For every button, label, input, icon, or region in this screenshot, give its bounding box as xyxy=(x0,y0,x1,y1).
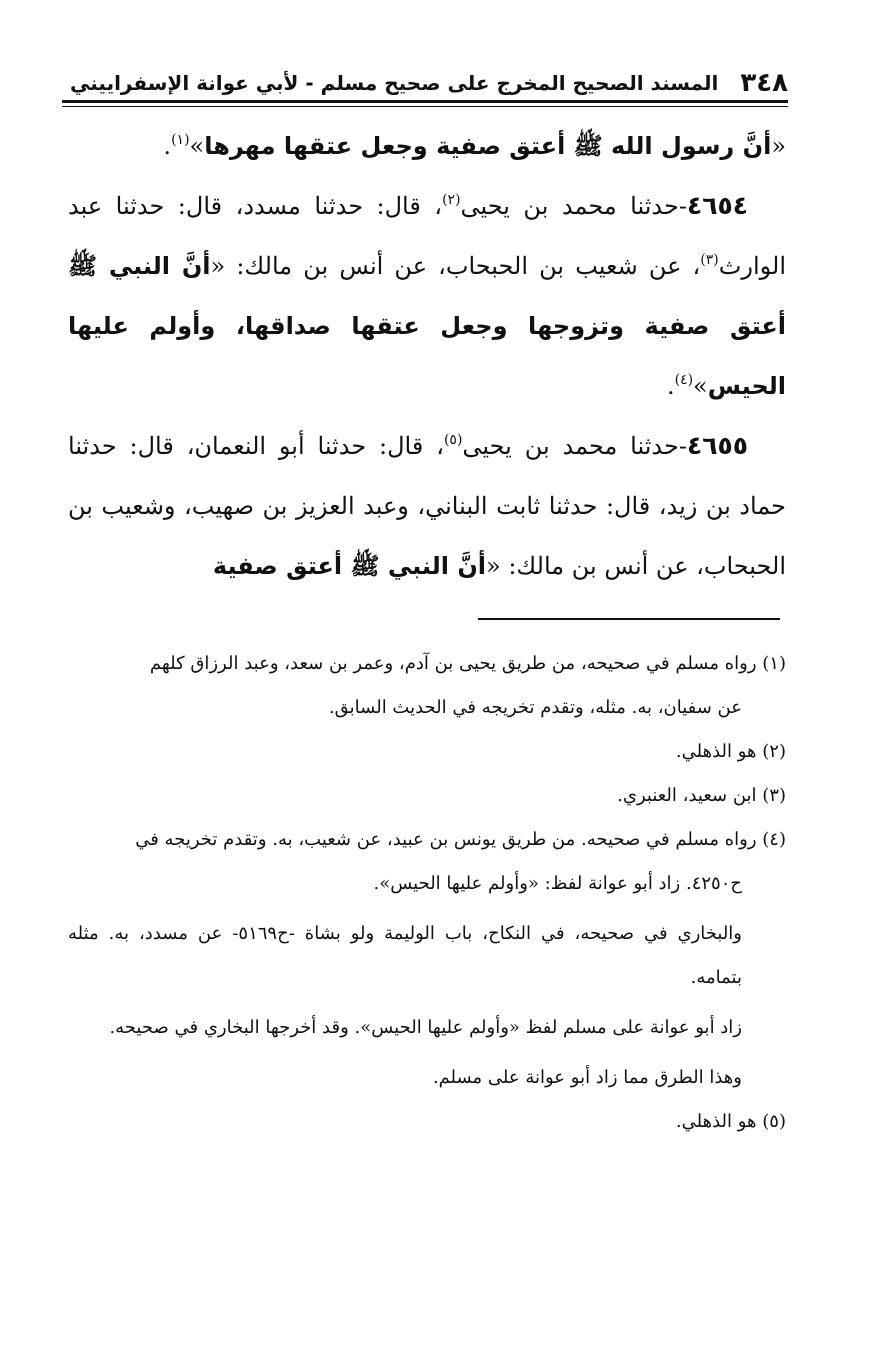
main-text xyxy=(68,116,786,596)
isnad-text: حدثنا محمد بن يحيى xyxy=(462,432,679,460)
footnote-number: (١) xyxy=(762,653,786,674)
footnote-separator xyxy=(478,618,780,620)
dash: - xyxy=(678,192,687,220)
footnote-1 xyxy=(68,642,786,730)
isnad-text: حدثنا محمد بن يحيى xyxy=(460,192,679,220)
footnote-text: رواه مسلم في صحيحه، من طريق يحيى بن آدم، وعمر بن سعد، وعبد الرزاق كلهم xyxy=(149,653,757,674)
footnote-text: والبخاري في صحيحه، في النكاح، باب الوليمة ولو بشاة -ح٥١٦٩- عن مسدد، به. مثله بتمامه. xyxy=(68,923,743,988)
quote-close: » xyxy=(693,372,708,400)
header-rule-thick xyxy=(62,100,788,103)
footnote-2 xyxy=(68,730,786,774)
footnote-5 xyxy=(68,1100,786,1144)
footnote-text: عن سفيان، به. مثله، وتقدم تخريجه في الحديث السابق. xyxy=(328,697,742,718)
hadith-number: ٤٦٥٥ xyxy=(686,431,749,460)
footnote-ref-3[interactable]: (٣) xyxy=(700,252,719,268)
hadith-number: ٤٦٥٤ xyxy=(686,191,748,220)
hadith-4655 xyxy=(68,416,786,596)
footnote-text: هو الذهلي. xyxy=(675,1111,757,1132)
running-title: المسند الصحيح المخرج على صحيح مسلم - لأبي عوانة الإسفراييني xyxy=(70,71,719,95)
footnote-number: (٥) xyxy=(762,1111,786,1132)
footnote-text: ح٤٢٥٠. زاد أبو عوانة لفظ: «وأولم عليها الحيس». xyxy=(373,873,742,894)
footnote-text: هو الذهلي. xyxy=(675,741,757,762)
footnote-number: (٢) xyxy=(762,741,786,762)
footnote-number: (٤) xyxy=(762,829,786,850)
hadith-matn: أنَّ النبي ﷺ أعتق صفية وتزوجها وجعل عتقها صداقها، وأولم عليها الحيس xyxy=(68,252,786,400)
isnad-text: ، قال: حدثنا مسدد، قال: حدثنا عبد الوارث xyxy=(68,192,786,280)
footnotes xyxy=(68,642,786,1144)
footnote-4 xyxy=(68,818,786,1100)
period: . xyxy=(163,132,172,160)
hadith-4654 xyxy=(68,176,786,416)
footnote-ref-5[interactable]: (٥) xyxy=(443,432,463,448)
hadith-ending-line xyxy=(68,116,786,176)
footnote-text: ابن سعيد، العنبري. xyxy=(617,785,757,806)
dash: - xyxy=(678,432,687,460)
quote-open: « xyxy=(771,132,786,160)
footnote-ref-1[interactable]: (١) xyxy=(171,132,190,148)
footnote-ref-2[interactable]: (٢) xyxy=(442,192,461,208)
footnote-text: زاد أبو عوانة على مسلم لفظ «وأولم عليها الحيس». وقد أخرجها البخاري في صحيحه. xyxy=(109,1017,742,1038)
header-rule-thin xyxy=(62,106,788,107)
quote-close: » xyxy=(189,132,205,160)
period: . xyxy=(666,372,675,400)
footnote-ref-4[interactable]: (٤) xyxy=(674,372,694,388)
footnote-text: وهذا الطرق مما زاد أبو عوانة على مسلم. xyxy=(432,1067,742,1088)
isnad-text: ، قال: حدثنا أبو النعمان، قال: حدثنا حماد بن زيد، قال: حدثنا ثابت البناني، وعبد العزيز بن صهيب، وشعيب بن الحبحاب، عن أنس بن مالك: « xyxy=(68,432,786,580)
hadith-matn: أنَّ النبي ﷺ أعتق صفية xyxy=(212,552,487,580)
hadith-matn: أنَّ رسول الله ﷺ أعتق صفية وجعل عتقها مهرها xyxy=(204,132,772,160)
running-header xyxy=(62,66,788,98)
footnote-text: رواه مسلم في صحيحه. من طريق يونس بن عبيد، عن شعيب، به. وتقدم تخريجه في xyxy=(135,829,757,850)
footnote-number: (٣) xyxy=(762,785,786,806)
page-number: ٣٤٨ xyxy=(740,68,788,98)
isnad-text: ، عن شعيب بن الحبحاب، عن أنس بن مالك: « xyxy=(210,252,701,280)
footnote-3 xyxy=(68,774,786,818)
